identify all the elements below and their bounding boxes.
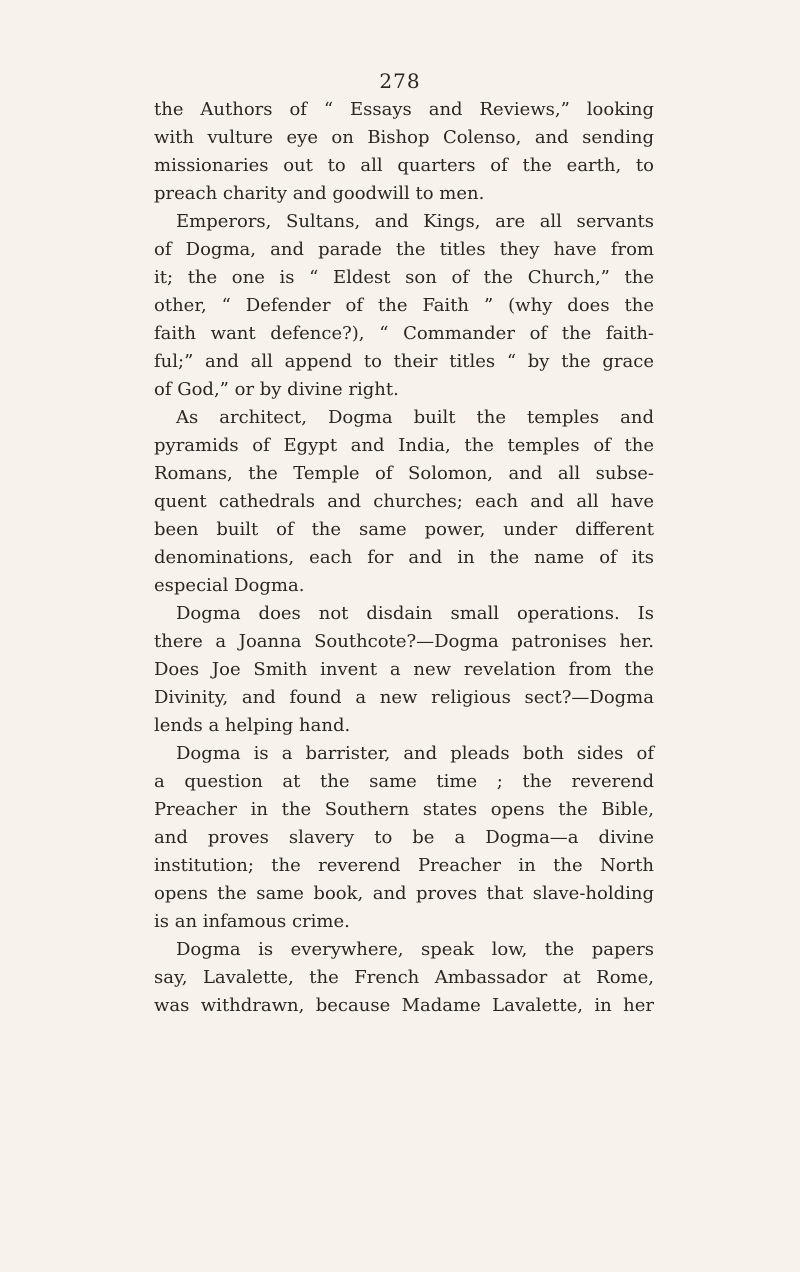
text-line: of Dogma, and parade the titles they have from xyxy=(154,239,654,260)
text-line: denominations, each for and in the name of its xyxy=(154,547,654,568)
text-line: was withdrawn, because Madame Lavalette, in her xyxy=(154,995,654,1016)
text-line: there a Joanna Southcote?—Dogma patronises her. xyxy=(154,631,654,652)
text-line: Emperors, Sultans, and Kings, are all servants xyxy=(176,211,654,232)
text-line: and proves slavery to be a Dogma—a divine xyxy=(154,827,654,848)
page-number: 278 xyxy=(379,69,421,93)
text-line: Preacher in the Southern states opens the Bible, xyxy=(154,799,654,820)
text-line: is an infamous crime. xyxy=(154,911,350,932)
text-line: ful;” and all append to their titles “ by the grace xyxy=(154,351,654,372)
text-line: preach charity and goodwill to men. xyxy=(154,183,485,204)
text-line: lends a helping hand. xyxy=(154,715,351,736)
text-line: of God,” or by divine right. xyxy=(154,379,399,400)
text-line: Dogma does not disdain small operations. Is xyxy=(176,603,654,624)
text-line: Does Joe Smith invent a new revelation from the xyxy=(154,659,654,680)
text-line: quent cathedrals and churches; each and all have xyxy=(154,491,654,512)
text-line: the Authors of “ Essays and Reviews,” looking xyxy=(154,99,654,120)
text-line: institution; the reverend Preacher in the North xyxy=(154,855,654,876)
text-line: especial Dogma. xyxy=(154,575,305,596)
body-text xyxy=(154,96,654,1020)
text-line: Dogma is a barrister, and pleads both sides of xyxy=(176,743,654,764)
text-line: a question at the same time ; the reverend xyxy=(154,771,654,792)
text-line: pyramids of Egypt and India, the temples of the xyxy=(154,435,654,456)
text-line: Dogma is everywhere, speak low, the papers xyxy=(176,939,654,960)
text-line: opens the same book, and proves that slave-holding xyxy=(154,883,654,904)
text-line: As architect, Dogma built the temples and xyxy=(176,407,654,428)
text-line: say, Lavalette, the French Ambassador at Rome, xyxy=(154,967,654,988)
text-line: it; the one is “ Eldest son of the Church,” the xyxy=(154,267,654,288)
text-line: with vulture eye on Bishop Colenso, and sending xyxy=(154,127,654,148)
text-line: faith want defence?), “ Commander of the faith- xyxy=(154,323,654,344)
text-line: Romans, the Temple of Solomon, and all subse- xyxy=(154,463,654,484)
text-line: other, “ Defender of the Faith ” (why does the xyxy=(154,295,654,316)
text-line: been built of the same power, under different xyxy=(154,519,654,540)
text-line: missionaries out to all quarters of the earth, to xyxy=(154,155,654,176)
text-line: Divinity, and found a new religious sect?—Dogma xyxy=(154,687,654,708)
